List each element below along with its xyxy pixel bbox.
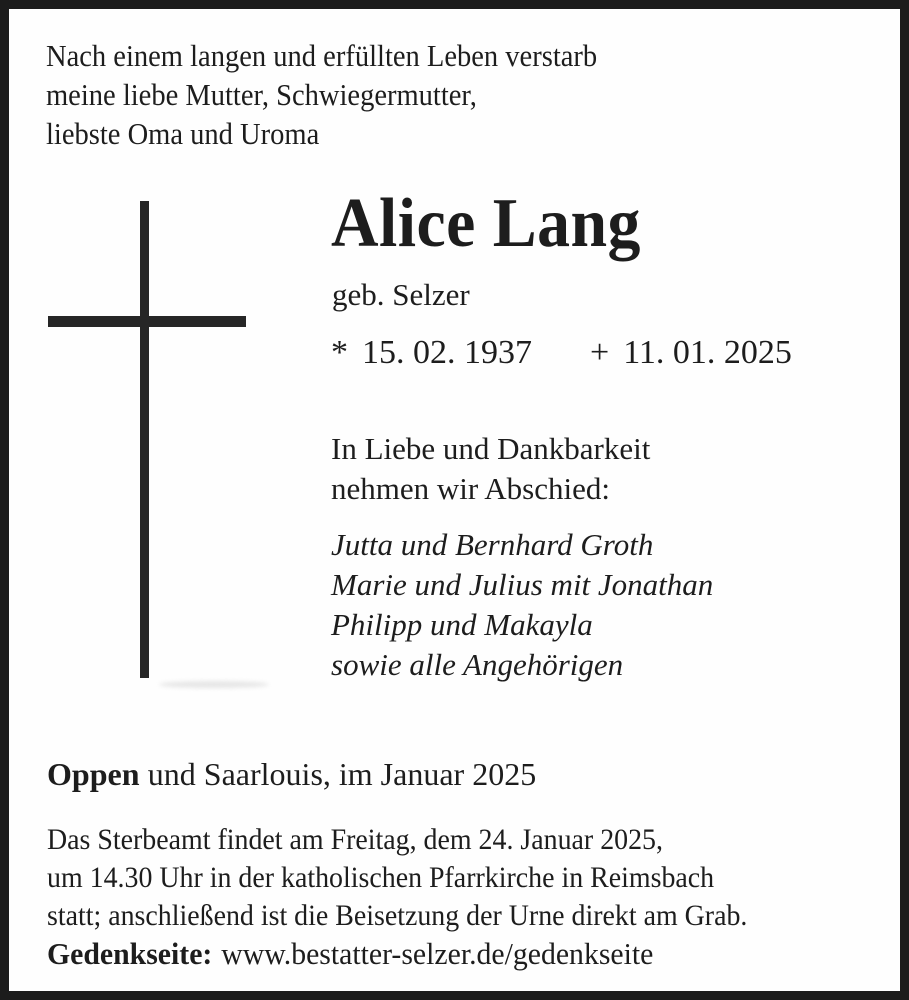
place-date-line [47, 755, 536, 793]
intro-line: Nach einem langen und erfüllten Leben verstarb [46, 38, 598, 73]
intro-line: meine liebe Mutter, Schwiegermutter, [46, 77, 477, 112]
mourner-line: sowie alle Angehörigen [331, 647, 624, 682]
mourner-line: Jutta und Bernhard Groth [331, 527, 654, 562]
life-dates [331, 334, 792, 372]
death-date: 11. 01. 2025 [623, 334, 792, 371]
birth-symbol: * [331, 334, 348, 371]
memorial-line [47, 935, 653, 973]
cross-icon [140, 201, 149, 678]
birth-date: 15. 02. 1937 [362, 334, 532, 371]
service-line: Das Sterbeamt findet am Freitag, dem 24. Januar 2025, [47, 823, 663, 856]
deceased-name: Alice Lang [331, 185, 641, 262]
place-rest: und Saarlouis, im Januar 2025 [147, 756, 537, 792]
farewell-line: In Liebe und Dankbarkeit [331, 431, 651, 466]
scan-smudge [159, 681, 269, 688]
farewell-text [331, 429, 650, 509]
farewell-line: nehmen wir Abschied: [331, 471, 610, 506]
service-line: um 14.30 Uhr in der katholischen Pfarrkirche in Reimsbach [47, 861, 715, 894]
place-name: Oppen [47, 756, 140, 792]
intro-line: liebste Oma und Uroma [46, 116, 320, 151]
mourners-list [331, 525, 713, 685]
death-symbol: + [590, 334, 610, 371]
memorial-url: www.bestatter-selzer.de/gedenkseite [221, 936, 654, 971]
maiden-name: geb. Selzer [332, 277, 470, 312]
memorial-label: Gedenkseite: [47, 936, 213, 971]
intro-text [46, 36, 597, 153]
mourner-line: Marie und Julius mit Jonathan [331, 567, 714, 602]
service-info [47, 821, 747, 935]
service-line: statt; anschließend ist die Beisetzung der Urne direkt am Grab. [47, 899, 748, 932]
cross-icon [48, 316, 246, 327]
mourner-line: Philipp und Makayla [331, 607, 593, 642]
